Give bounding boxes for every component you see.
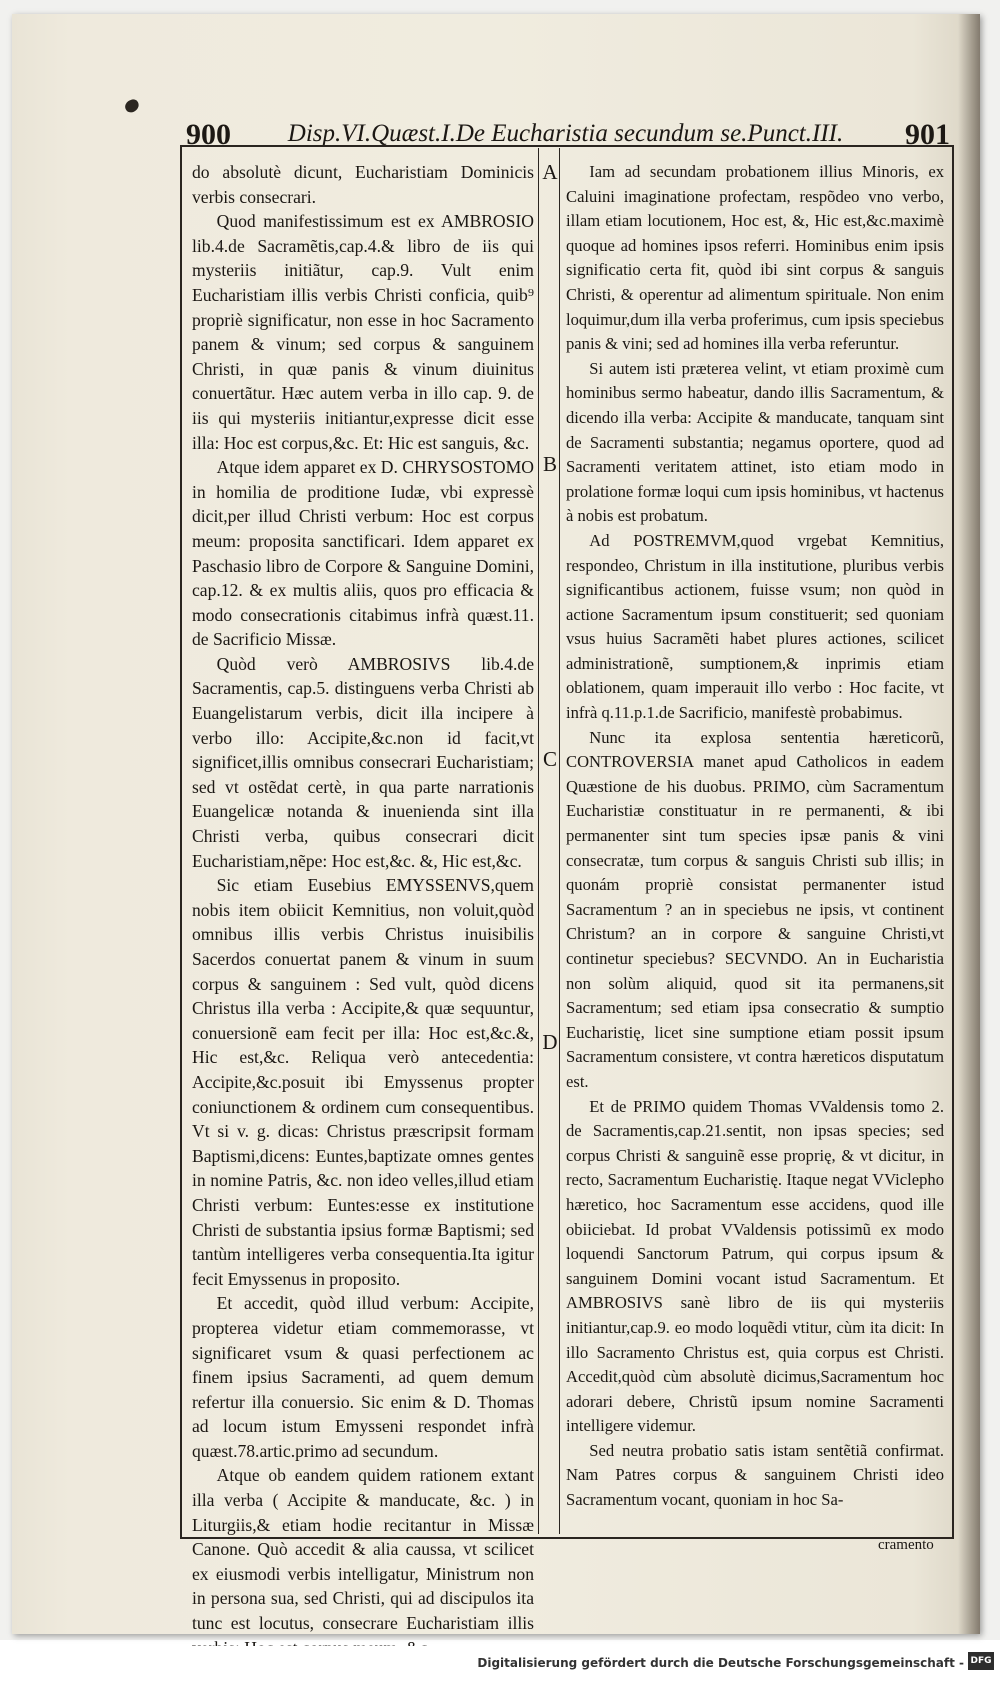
paragraph: Quòd verò AMBROSIVS lib.4.de Sacramentis, cap.5. distinguens verba Christi ab Euangelistarum verbis, dicit illa incipere à verbo illo: Accipite,&c.non id facit,vt significet,illis omnibus consecrari Eucharistiam; sed vt ostẽdat certè, in qua parte narrationis Euangelicæ notanda & inuenienda sint illa Christi verba, quibus consecrari dicit Eucharistiam,nẽpe: Hoc est,&c. &, Hic est,&c. — [192, 653, 534, 871]
right-column — [566, 160, 944, 1513]
paragraph: Nunc ita explosa sententia hæreticorũ, CONTROVERSIA manet apud Catholicos in eadem Quæstione de his duobus. PRIMO, cùm Sacramentum Eucharistiæ constituatur in re permanenti, & ibi permanenter sint tum species ipsæ panis & vini consecratæ, tum corpus & sanguis Christi sub illis; in quonám propriè consistat permanenter istud Sacramentum ? an in speciebus ne ipsis, vt continent Christum? an in corpore & sanguine Christi,vt continetur speciebus? SECVNDO. An in Eucharistia non solùm aliquid, quod sit ita permanens,sit Sacramentum; sed etiam ipsa consecratio & sumptio Eucharistię, licet sine sumptione etiam possit ipsum Sacramentum consistere, vt contra hæreticos disputatum est. — [566, 727, 944, 1091]
left-page-number: 900 — [186, 118, 231, 151]
running-title: Disp.VI.Quæst.I.De Eucharistia secundum se.Punct.III. — [287, 120, 844, 147]
paragraph: do absolutè dicunt, Eucharistiam Dominicis verbis consecrari. — [192, 162, 534, 207]
page-gutter-shadow — [958, 14, 980, 1634]
paragraph: Sic etiam Eusebius EMYSSENVS,quem nobis item obiicit Kemnitius, non voluit,quòd omnibus illis verbis Christus inuisibilis Sacerdos conuertat panem & vinum in suum corpus & sanguinem : Sed vult, quòd dicens Christus illa verba : Accipite,& quæ sequuntur, conuersionẽ eam fecit per illa: Hoc est,&c.&, Hic est,&c. Reliqua verò antecedentia: Accipite,&c.posuit ibi Emyssenus propter coniunctionem & ordinem cum consequentibus. Vt si v. g. dicas: Christus præscripsit formam Baptismi,dicens: Euntes,baptizate omnes gentes in nomine Patris, &c. non ideo velles,illud etiam Christi verbum: Euntes:esse ex institutione Christi de substantia ipsius formæ Baptismi; sed tantùm intelligeres verba consequentia.Ita igitur fecit Emyssenus in proposito. — [192, 875, 534, 1289]
dfg-logo: DFG — [968, 1652, 994, 1670]
paragraph: Quod manifestissimum est ex AMBROSIO lib.4.de Sacramẽtis,cap.4.& libro de iis qui mysteriis initiãtur, cap.9. Vult enim Eucharistiam illis verbis Christi conficia, quib⁹ propriè significatur, non esse in hoc Sacramento panem & vinum; sed corpus & sanguinem Christi, in quæ panis & vinum diuinitus conuertãtur. Hæc autem verba in illo cap. 9. de iis qui mysteriis initiantur,expresse dicit esse illa: Hoc est corpus,&c. Et: Hic est sanguis, &c. — [192, 211, 534, 453]
column-rule-right — [559, 148, 560, 1534]
paragraph: Et de PRIMO quidem Thomas VValdensis tomo 2. de Sacramentis,cap.21.sentit, non ipsas species; sed corpus Christi & sanguinẽ esse proprię, & vt dicitur, in recto, Sacramentum Eucharistię. Itaque negat VViclepho hæretico, hoc Sacramentum esse accidens, quod ille obiiciebat. Id probat VValdensis potissimũ ex modo loquendi Sanctorum Patrum, qui corpus ipsum & sanguinem Domini vocant istud Sacramentum. Et AMBROSIVS sanè libro de iis qui mysteriis initiantur,cap.9. eo modo loquẽdi vtitur, cùm ita dicit: In illo Sacramento Christus est, quia corpus est Christi. Accedit,quòd cùm absolutè dicimus,Sacramentum hoc adorari debere, Christũ ipsum nomine Sacramenti intelligere videmur. — [566, 1096, 944, 1436]
margin-marker-c: C — [542, 747, 557, 771]
left-column — [192, 160, 534, 1660]
paragraph: Iam ad secundam probationem illius Minoris, ex Caluini imaginatione profectam, respõdeo vno verbo, illam etiam locutionem, Hoc est, &, Hic est,&c.maximè quoque ad homines ipsos referri. Hominibus enim ipsis significatio certa fit, quòd ibi sint corpus & sanguis Christi, & operentur ad alimentum spirituale. Non enim loquimur,dum illa verba proferimus, cum ipsis speciebus panis & vini; sed ad homines illa verba referuntur. — [566, 162, 944, 354]
margin-marker-d: D — [542, 1030, 558, 1054]
column-rule-left — [538, 148, 539, 1534]
paragraph: Atque ob eandem quidem rationem extant illa verba ( Accipite & manducate, &c. ) in Liturgiis,& etiam hodie recitantur in Missæ Canone. Quò accedit & alia caussa, vt scilicet ex eiusmodi verbis intelligatur, Ministrum non in persona sua, sed Christi, qui ad discipulos ita tunc est locutus, consecrare Eucharistiam illis — [192, 1465, 534, 1634]
paragraph: Sed neutra probatio satis istam sentẽtiã confirmat. Nam Patres corpus & sanguinem Christi ideo Sacramentum vocant, quoniam in hoc Sa- — [566, 1440, 944, 1510]
paragraph: Atque idem apparet ex D. CHRYSOSTOMO in homilia de proditione Iudæ, vbi expressè dicit,per illud Christi verbum: Hoc est corpus meum: proposita sanctificari. Idem apparet ex Paschasio libro de Corpore & Sanguine Domini, cap.12. & ex multis aliis, quos pro efficacia & modo consecrationis citabimus infrà quæst.11. de Sacrificio Missæ. — [192, 457, 534, 650]
paragraph: Ad POSTREMVM,quod vrgebat Kemnitius, respondeo, Christum in illa institutione, pluribus verbis significantibus actionem, fuisse vsum; non quòd in actione Sacramentum ipsum constituerit; sed quoniam vsus huius Sacramẽti habet plures actiones, scilicet administrationẽ, sumptionem,& inprimis etiam oblationem, quam imperauit illo verbo : Hoc facite, vt infrà q.11.p.1.de Sacrificio, manifestè probabimus. — [566, 530, 944, 723]
paragraph: Et accedit, quòd illud verbum: Accipite, propterea videtur etiam commemorasse, vt significaret vsum & quasi perfectionem ac finem ipsius Sacramenti, ad quem demum refertur illa conuersio. Sic enim & D. Thomas ad locum istum Emysseni respondet infrà quæst.78.artic.primo ad secundum. — [192, 1293, 534, 1461]
margin-marker-a: A — [542, 160, 558, 184]
footer-bar — [0, 1646, 1000, 1696]
right-page-number: 901 — [905, 118, 950, 151]
catchword: cramento — [878, 1537, 934, 1553]
funding-credit: Digitalisierung gefördert durch die Deutsche Forschungsgemeinschaft - — [477, 1656, 964, 1670]
margin-marker-b: B — [542, 452, 557, 476]
paragraph: Si autem isti præterea velint, vt etiam proximè cum hominibus sermo habeatur, dando illis Sacramentum, & dicendo illa verba: Accipite & manducate, tanquam sint de Sacramenti substantia; negamus oportere, quod ad Sacramenti veritatem attinet, isto etiam modo in prolatione formæ loqui cum ipsis hominibus, vt hactenus à nobis est probatum. — [566, 358, 944, 526]
